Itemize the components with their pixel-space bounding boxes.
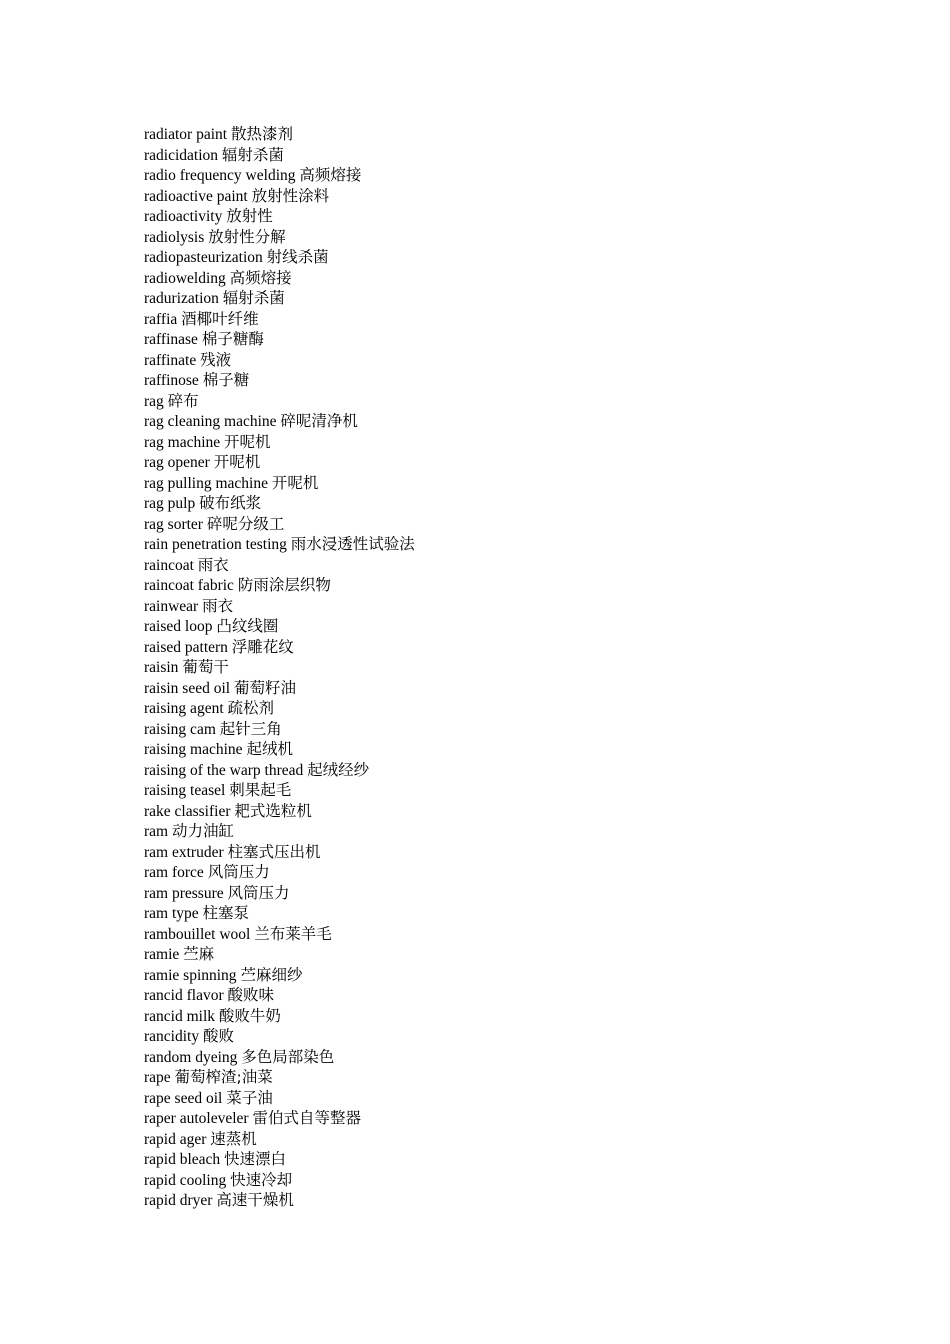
entry-term: raising machine (144, 741, 243, 758)
glossary-entry (144, 1006, 415, 1027)
entry-term: rapid ager (144, 1130, 207, 1148)
entry-translation: 雨衣 (202, 596, 234, 615)
entry-translation: 苎麻细纱 (240, 965, 303, 984)
entry-term: radiator paint (144, 126, 228, 143)
entry-translation: 柱塞泵 (202, 904, 250, 922)
entry-term: rancid flavor (144, 987, 224, 1004)
entry-translation: 开呢机 (224, 432, 271, 451)
glossary-entry (144, 329, 415, 350)
entry-translation: 起绒经纱 (307, 760, 370, 779)
entry-term: radio frequency welding (144, 167, 296, 184)
glossary-entry (144, 657, 415, 678)
entry-term: rancid milk (144, 1007, 216, 1025)
entry-translation: 残液 (200, 350, 232, 369)
entry-translation: 碎呢分级工 (206, 514, 285, 533)
glossary-entry (144, 247, 415, 268)
entry-translation: 酸败 (202, 1027, 234, 1045)
entry-term: raffinate (144, 351, 197, 369)
entry-translation: 风筒压力 (227, 883, 290, 902)
glossary-entry (144, 944, 415, 965)
glossary-entry (144, 309, 415, 330)
glossary-entry (144, 514, 415, 535)
glossary-entry (144, 288, 415, 309)
entry-term: rake classifier (144, 802, 231, 820)
entry-translation: 开呢机 (213, 453, 261, 471)
entry-term: raffinase (144, 331, 198, 348)
entry-term: ram extruder (144, 843, 224, 861)
entry-translation: 棉子糖酶 (201, 330, 264, 348)
glossary-entry (144, 903, 415, 924)
entry-translation: 葡萄干 (182, 658, 229, 676)
glossary-entry (144, 842, 415, 863)
glossary-entry (144, 534, 415, 555)
entry-term: rape (144, 1069, 171, 1086)
glossary-entry (144, 1088, 415, 1109)
entry-translation: 雷伯式自等整器 (252, 1109, 361, 1127)
glossary-entry (144, 452, 415, 473)
entry-term: raising teasel (144, 782, 226, 799)
glossary-entry (144, 1047, 415, 1068)
entry-translation: 酸败牛奶 (218, 1006, 281, 1025)
glossary-entry (144, 1026, 415, 1047)
entry-term: raffinose (144, 372, 199, 389)
entry-translation: 疏松剂 (227, 699, 275, 717)
entry-translation: 防雨涂层织物 (237, 576, 331, 594)
entry-term: rag sorter (144, 515, 203, 533)
glossary-entry (144, 1149, 415, 1170)
entry-translation: 风筒压力 (207, 863, 270, 881)
entry-translation: 辐射杀菌 (221, 145, 284, 164)
entry-term: raising cam (144, 720, 216, 738)
glossary-entry (144, 883, 415, 904)
entry-term: radicidation (144, 146, 219, 164)
entry-translation: 碎呢清净机 (280, 412, 358, 430)
glossary-entry (144, 1170, 415, 1191)
entry-translation: 高速干燥机 (216, 1191, 294, 1209)
glossary-entry (144, 1129, 415, 1150)
glossary-entry (144, 206, 415, 227)
entry-term: rancidity (144, 1028, 200, 1045)
entry-term: rag opener (144, 454, 210, 471)
entry-translation: 放射性 (226, 207, 273, 225)
glossary-entry (144, 637, 415, 658)
entry-term: rapid cooling (144, 1171, 227, 1189)
entry-translation: 凸纹线圈 (216, 617, 279, 635)
entry-term: raisin (144, 659, 179, 676)
entry-translation: 柱塞式压出机 (227, 842, 321, 861)
entry-term: random dyeing (144, 1048, 238, 1066)
entry-term: rainwear (144, 597, 199, 615)
glossary-entry (144, 862, 415, 883)
glossary-entry (144, 124, 415, 145)
entry-translation: 多色局部染色 (241, 1047, 335, 1066)
glossary-entry (144, 575, 415, 596)
entry-translation: 动力油缸 (171, 822, 234, 840)
entry-term: raised loop (144, 618, 213, 635)
entry-translation: 起针三角 (219, 719, 282, 738)
entry-term: radiowelding (144, 269, 226, 287)
entry-term: raper autoleveler (144, 1110, 249, 1127)
glossary-entry (144, 555, 415, 576)
entry-translation: 破布纸浆 (199, 494, 262, 512)
entry-term: raised pattern (144, 638, 228, 656)
entry-translation: 刺果起毛 (229, 781, 292, 799)
entry-term: radioactivity (144, 208, 223, 225)
entry-translation: 开呢机 (271, 473, 319, 492)
entry-translation: 速蒸机 (210, 1129, 257, 1148)
glossary-entry (144, 985, 415, 1006)
glossary-entry (144, 698, 415, 719)
entry-term: radiolysis (144, 228, 205, 246)
entry-term: rag cleaning machine (144, 413, 277, 430)
entry-translation: 高频熔接 (299, 166, 362, 184)
entry-translation: 起绒机 (246, 740, 293, 758)
entry-term: ram pressure (144, 884, 224, 902)
glossary-entry (144, 1067, 415, 1088)
entry-term: rape seed oil (144, 1089, 223, 1107)
glossary-entry (144, 350, 415, 371)
glossary-entry (144, 924, 415, 945)
entry-term: rag (144, 392, 164, 410)
entry-translation: 苎麻 (183, 945, 215, 963)
entry-term: raincoat fabric (144, 577, 234, 594)
entry-translation: 棉子糖 (202, 371, 250, 389)
glossary-entry (144, 596, 415, 617)
entry-term: rambouillet wool (144, 925, 251, 943)
glossary-entry (144, 739, 415, 760)
entry-term: raising agent (144, 700, 224, 717)
glossary-entry (144, 227, 415, 248)
entry-translation: 酒椰叶纤维 (181, 309, 259, 328)
entry-translation: 辐射杀菌 (222, 289, 285, 307)
entry-term: raincoat (144, 556, 194, 574)
glossary-entry (144, 268, 415, 289)
glossary-entry (144, 719, 415, 740)
entry-translation: 葡萄榨渣;油菜 (174, 1068, 273, 1086)
entry-translation: 放射性分解 (208, 227, 286, 246)
glossary-entry (144, 186, 415, 207)
entry-translation: 雨衣 (197, 555, 229, 574)
entry-translation: 射线杀菌 (266, 248, 329, 266)
entry-translation: 放射性涂料 (251, 186, 330, 205)
glossary-list (144, 124, 415, 1211)
entry-translation: 耙式选粒机 (234, 801, 312, 820)
glossary-entry (144, 493, 415, 514)
entry-translation: 快速漂白 (224, 1150, 287, 1168)
entry-term: radiopasteurization (144, 249, 263, 266)
entry-term: rag machine (144, 433, 221, 451)
glossary-entry (144, 821, 415, 842)
entry-term: rag pulling machine (144, 474, 268, 492)
entry-term: ram force (144, 864, 204, 881)
entry-translation: 兰布莱羊毛 (254, 924, 332, 943)
glossary-entry (144, 616, 415, 637)
entry-term: rag pulp (144, 495, 196, 512)
entry-translation: 快速冷却 (230, 1170, 293, 1189)
entry-term: radurization (144, 290, 219, 307)
entry-term: ram (144, 823, 169, 840)
glossary-entry (144, 1108, 415, 1129)
entry-term: ramie spinning (144, 966, 237, 984)
entry-term: rapid dryer (144, 1192, 213, 1209)
entry-term: ram type (144, 905, 199, 922)
glossary-entry (144, 165, 415, 186)
entry-translation: 浮雕花纹 (231, 637, 294, 656)
glossary-entry (144, 391, 415, 412)
entry-term: raisin seed oil (144, 679, 231, 697)
entry-translation: 雨水浸透性试验法 (290, 535, 415, 553)
glossary-entry (144, 801, 415, 822)
entry-translation: 碎布 (167, 391, 199, 410)
entry-term: raffia (144, 310, 178, 328)
entry-term: radioactive paint (144, 187, 248, 205)
glossary-entry (144, 678, 415, 699)
entry-term: rain penetration testing (144, 536, 287, 553)
glossary-entry (144, 965, 415, 986)
glossary-entry (144, 432, 415, 453)
glossary-entry (144, 370, 415, 391)
entry-translation: 菜子油 (226, 1088, 273, 1107)
entry-term: raising of the warp thread (144, 761, 304, 779)
glossary-entry (144, 473, 415, 494)
glossary-entry (144, 760, 415, 781)
entry-translation: 酸败味 (227, 986, 275, 1004)
entry-translation: 葡萄籽油 (233, 678, 296, 697)
entry-term: rapid bleach (144, 1151, 221, 1168)
glossary-entry (144, 411, 415, 432)
glossary-entry (144, 145, 415, 166)
entry-translation: 散热漆剂 (230, 125, 293, 143)
glossary-entry (144, 1190, 415, 1211)
entry-term: ramie (144, 946, 180, 963)
entry-translation: 高频熔接 (229, 268, 292, 287)
glossary-entry (144, 780, 415, 801)
